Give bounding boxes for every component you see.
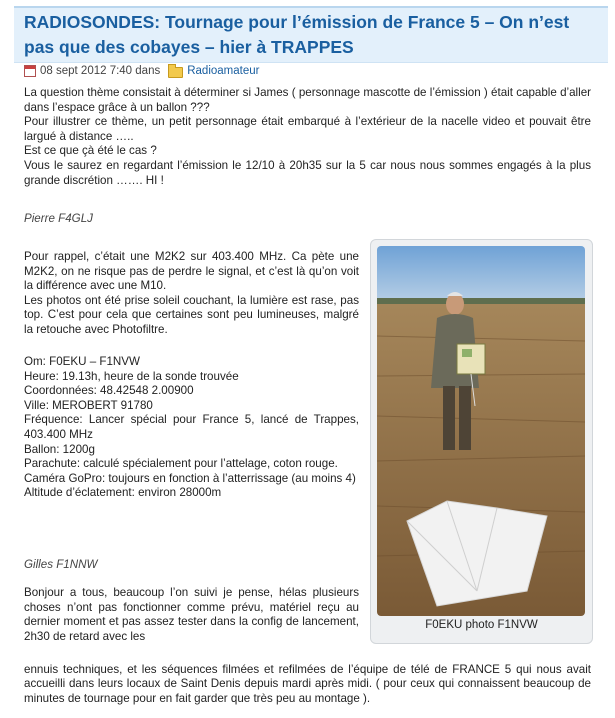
article-meta: [24, 63, 259, 79]
detail-line: Ville: MEROBERT 91780: [24, 398, 153, 412]
intro-paragraph: Est ce que çà été le cas ?: [24, 144, 157, 158]
rappel-paragraph: Pour rappel, c’était une M2K2 sur 403.400 MHz. Ca pète une M2K2, on ne risque pas de perdre le signal, et c’est là qu’on voit la différence avec une M10.: [24, 250, 359, 293]
detail-line: Caméra GoPro: toujours en fonction à l’atterrissage (au moins 4): [24, 471, 356, 485]
photo-caption: F0EKU photo F1NVW: [425, 619, 538, 631]
rappel-paragraph: Les photos ont été prise soleil couchant, la lumière est rase, pas top. C’est pour cela que certaines sont peu lumineuses, malgré la retouche avec Photofiltre.: [24, 293, 359, 336]
article-header: [14, 6, 608, 63]
signature-section-2: [24, 558, 359, 573]
detail-line: Coordonnées: 48.42548 2.00900: [24, 384, 194, 398]
intro-section: [24, 86, 591, 188]
category-link[interactable]: Radioamateur: [187, 65, 260, 77]
bonjour-paragraph: Bonjour a tous, beaucoup l’on suivi je pense, hélas plusieurs choses n’ont pas fonctionner comme prévu, matériel reçu au dernier moment et pas assez tester dans la config de lancement, 2h30 de retard avec les: [24, 586, 359, 643]
folder-icon: [168, 67, 183, 78]
detail-line: Heure: 19.13h, heure de la sonde trouvée: [24, 369, 239, 383]
photo[interactable]: [377, 246, 585, 616]
rappel-section: [24, 250, 359, 338]
signature-pierre: Pierre F4GLJ: [24, 212, 93, 225]
intro-paragraph: Vous le saurez en regardant l’émission le 12/10 à 20h35 sur la 5 car nous nous sommes engagés à la plus grande discrétion ……. HI !: [24, 158, 591, 187]
signature-gilles: Gilles F1NNW: [24, 558, 98, 571]
photo-figure: [370, 239, 593, 644]
bonjour-section: [24, 586, 359, 644]
post-date: 08 sept 2012 7:40 dans: [40, 65, 161, 77]
detail-line: Altitude d’éclatement: environ 28000m: [24, 486, 222, 500]
article-title[interactable]: RADIOSONDES: Tournage pour l’émission de France 5 – On n’est pas que des cobayes – hier à TRAPPES: [24, 12, 570, 57]
detail-line: Fréquence: Lancer spécial pour France 5, lancé de Trappes, 403.400 MHz: [24, 413, 359, 441]
final-section: [24, 651, 591, 718]
detail-line: Ballon: 1200g: [24, 442, 95, 456]
final-paragraph: ennuis techniques, et les séquences filmées et refilmées de l’équipe de télé de FRANCE 5 qui nous avait accueilli dans leurs locaux de Saint Denis depuis mardi après midi. ( pour ceux qui connaissent beaucoup de minutes de tournage pour en fait garder que très peu au montage ).: [24, 662, 591, 705]
detail-line: Parachute: calculé spécialement pour l’attelage, coton rouge.: [24, 457, 338, 471]
calendar-icon: [24, 65, 36, 77]
field-photo-image: [377, 246, 585, 616]
signature-section: [24, 212, 591, 227]
details-section: [24, 355, 359, 501]
detail-line: Om: F0EKU – F1NVW: [24, 355, 140, 368]
intro-paragraph: Pour illustrer ce thème, un petit personnage était embarqué à l’extérieur de la nacelle video et pouvait être largué à distance …..: [24, 115, 591, 143]
intro-paragraph: La question thème consistait à déterminer si James ( personnage mascotte de l’émission ) était capable d’aller dans l’espace grâce à un ballon ???: [24, 86, 591, 114]
